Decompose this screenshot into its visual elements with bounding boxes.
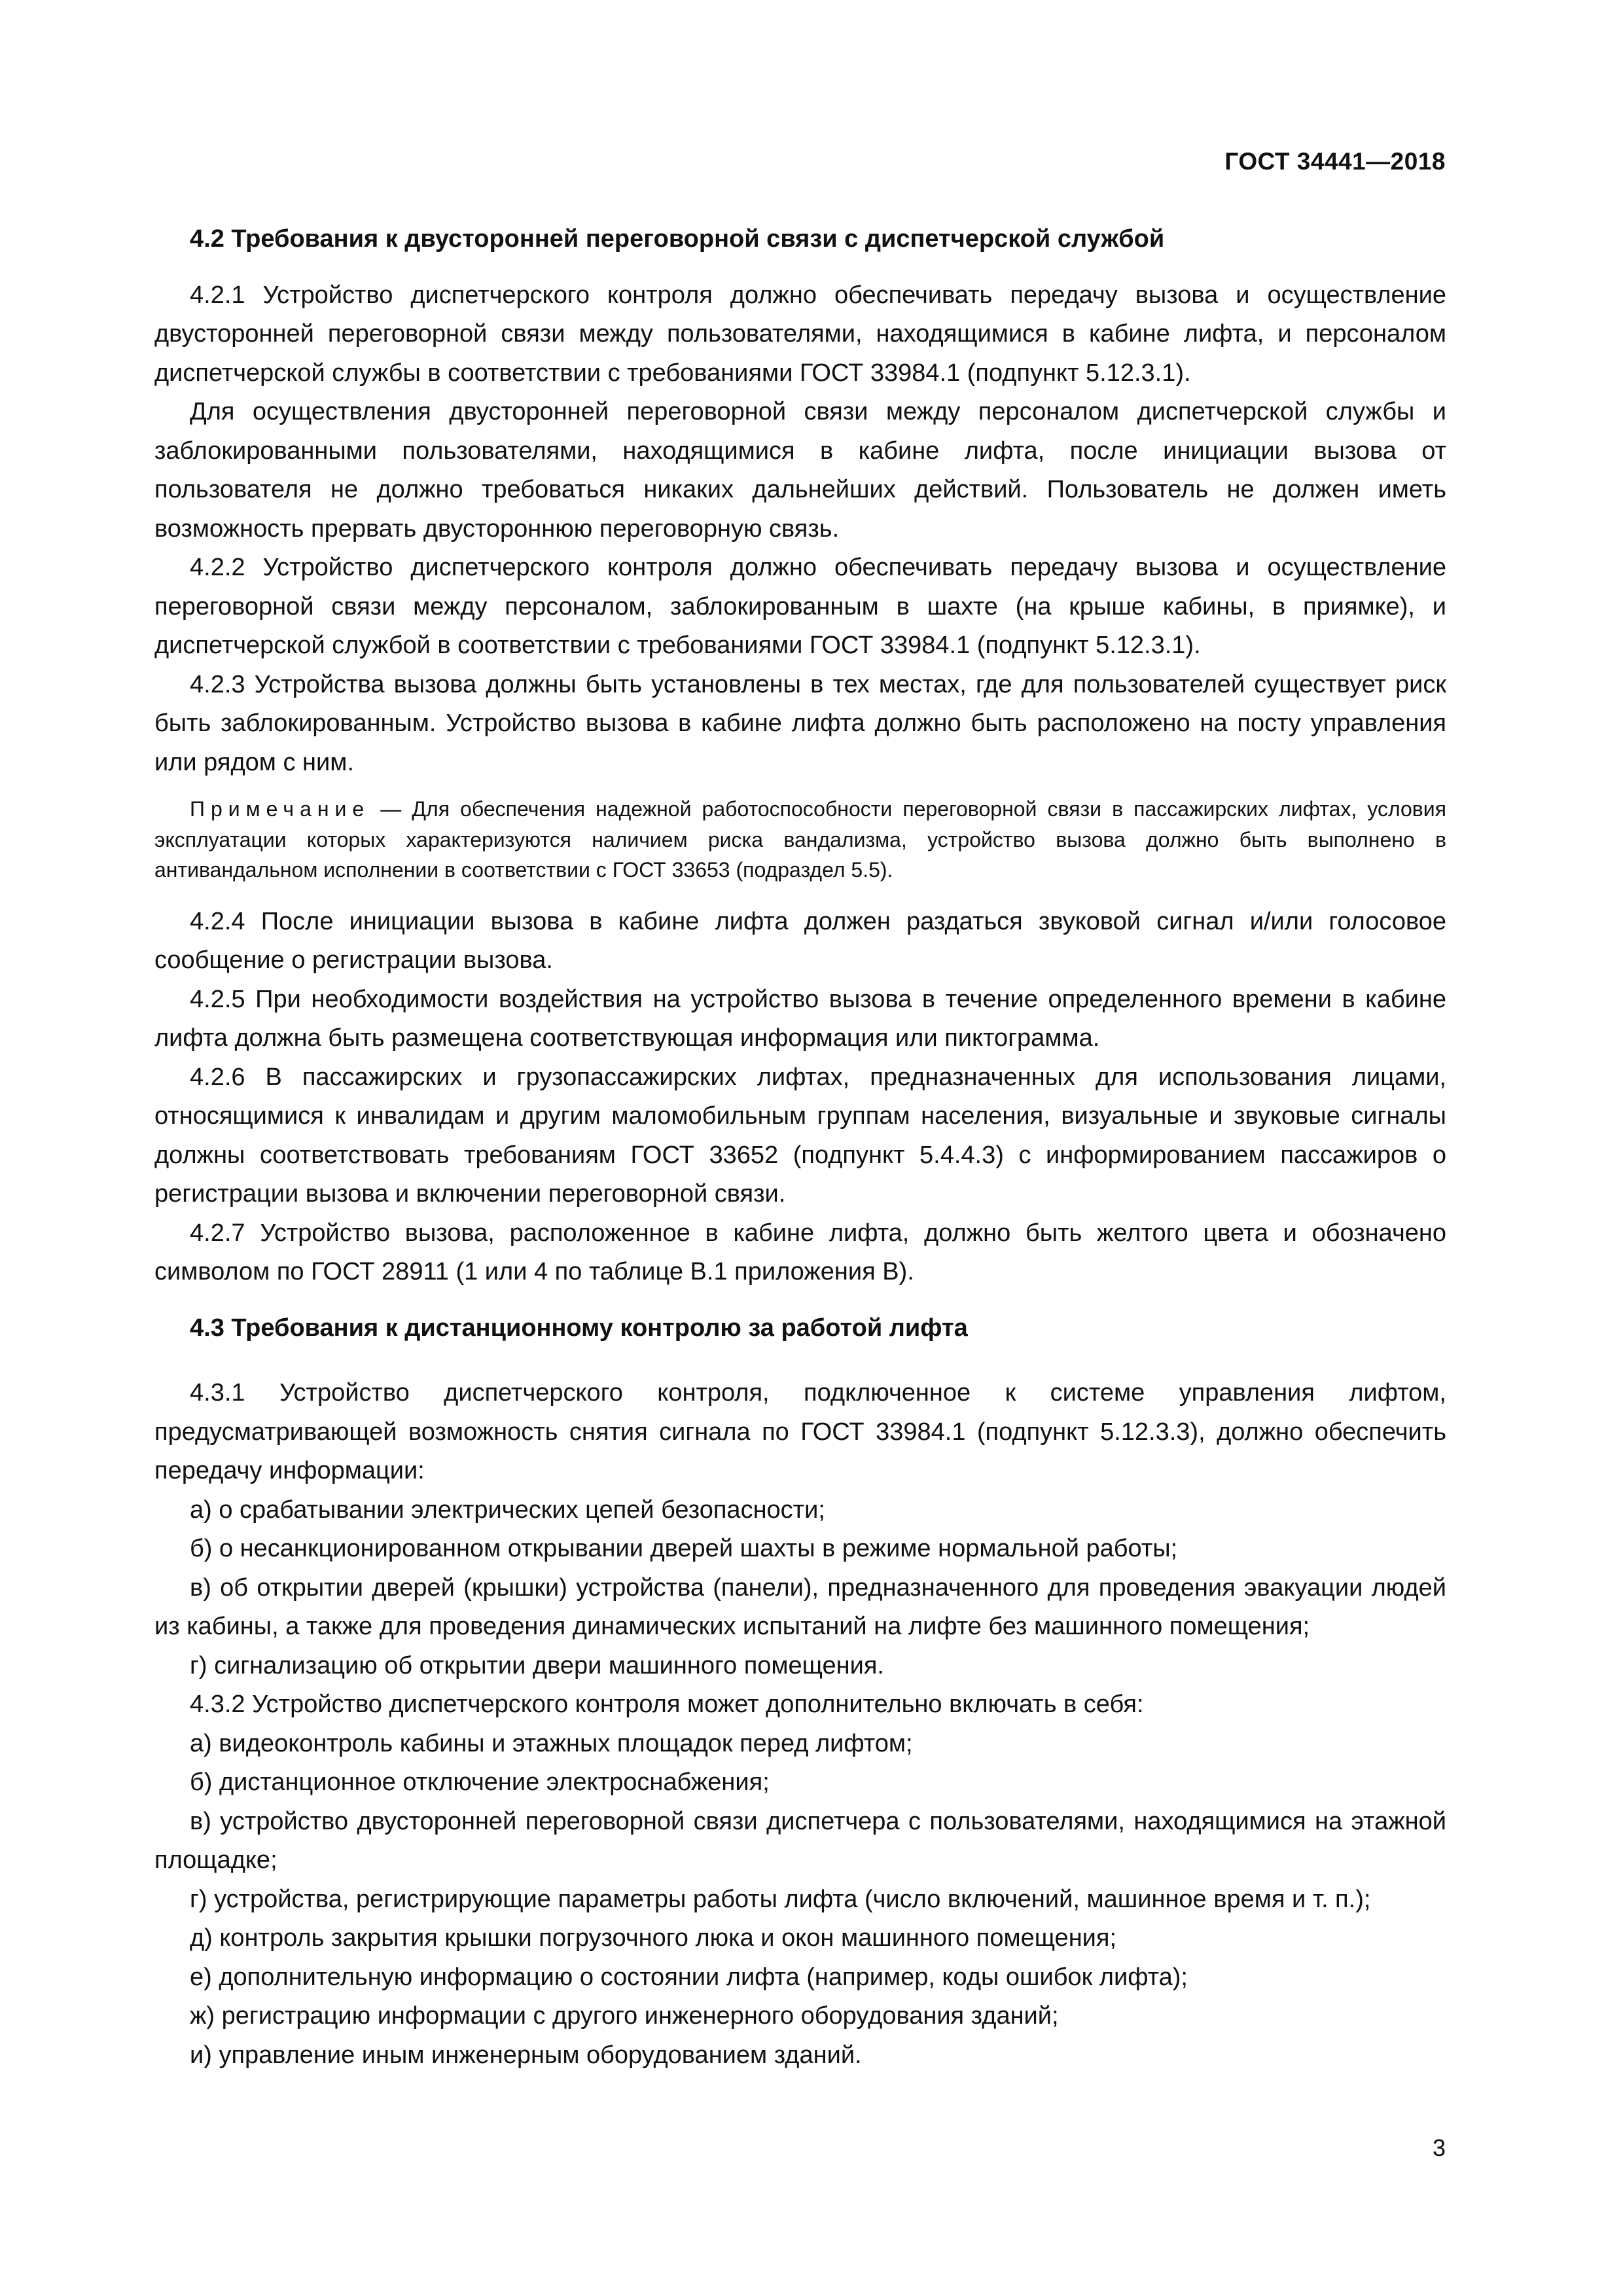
page-number: 3 [1432, 2134, 1446, 2161]
paragraph-4-2-6: 4.2.6 В пассажирских и грузопассажирских лифтах, предназначенных для использования лицами, относящимися к инвалидам и другим маломобильным группам населения, визуальные и звуковые сигналы должны соответствовать требованиям ГОСТ 33652 (подпункт 5.4.4.3) с информированием пассажиров о регистрации вызова и включении переговорной связи. [154, 1063, 1446, 1208]
note-label: Примечание [190, 797, 370, 821]
note-text: — Для обеспечения надежной работоспособности переговорной связи в пассажирских лифтах, условия эксплуатации которых характеризуются наличием риска вандализма, устройство вызова должно быть выполнено в антивандальном исполнении в соответствии с ГОСТ 33653 (подраздел 5.5). [154, 797, 1446, 882]
list-item-4-3-1-g: г) сигнализацию об открытии двери машинного помещения. [190, 1651, 884, 1679]
list-item-4-3-2-a: а) видеоконтроль кабины и этажных площадок перед лифтом; [190, 1729, 913, 1757]
list-item-4-3-2-v: в) устройство двусторонней переговорной связи диспетчера с пользователями, находящимися на этажной площадке; [154, 1807, 1446, 1874]
paragraph-4-2-1-continued: Для осуществления двусторонней переговорной связи между персоналом диспетчерской службы и заблокированными пользователями, находящимися в кабине лифта, после инициации вызова от пользователя не должно требоваться никаких дальнейших действий. Пользователь не должен иметь возможность прервать двустороннюю переговорную связь. [154, 398, 1446, 543]
paragraph-4-3-1: 4.3.1 Устройство диспетчерского контроля, подключенное к системе управления лифтом, предусматривающей возможность снятия сигнала по ГОСТ 33984.1 (подпункт 5.12.3.3), должно обеспечить передачу информации: [154, 1379, 1446, 1484]
paragraph-4-2-2: 4.2.2 Устройство диспетчерского контроля должно обеспечивать передачу вызова и осуществление переговорной связи между персоналом, заблокированным в шахте (на крыше кабины, в приямке), и диспетчерской службой в соответствии с требованиями ГОСТ 33984.1 (подпункт 5.12.3.1). [154, 554, 1446, 659]
paragraph-4-2-3: 4.2.3 Устройства вызова должны быть установлены в тех местах, где для пользователей существует риск быть заблокированным. Устройство вызова в кабине лифта должно быть расположено на посту управления или рядом с ним. [154, 670, 1446, 776]
paragraph-4-2-4: 4.2.4 После инициации вызова в кабине лифта должен раздаться звуковой сигнал и/или голосовое сообщение о регистрации вызова. [154, 907, 1446, 974]
section-heading-4-2: 4.2 Требования к двусторонней переговорной связи с диспетчерской службой [190, 225, 1165, 253]
document-body [154, 220, 1446, 2075]
list-item-4-3-2-i: и) управление иным инженерным оборудованием зданий. [190, 2041, 862, 2069]
section-heading-4-3: 4.3 Требования к дистанционному контролю за работой лифта [190, 1314, 968, 1342]
list-item-4-3-1-b: б) о несанкционированном открывании дверей шахты в режиме нормальной работы; [190, 1535, 1178, 1562]
document-code: ГОСТ 34441—2018 [1224, 148, 1446, 175]
paragraph-4-2-5: 4.2.5 При необходимости воздействия на устройство вызова в течение определенного времени в кабине лифта должна быть размещена соответствующая информация или пиктограмма. [154, 985, 1446, 1052]
list-item-4-3-2-e: е) дополнительную информацию о состоянии лифта (например, коды ошибок лифта); [190, 1963, 1188, 1991]
list-item-4-3-1-a: а) о срабатывании электрических цепей безопасности; [190, 1496, 825, 1524]
list-item-4-3-2-g: г) устройства, регистрирующие параметры работы лифта (число включений, машинное время и т. п.); [190, 1885, 1371, 1913]
paragraph-4-2-1: 4.2.1 Устройство диспетчерского контроля должно обеспечивать передачу вызова и осуществление двусторонней переговорной связи между пользователями, находящимися в кабине лифта, и персоналом диспетчерской службы в соответствии с требованиями ГОСТ 33984.1 (подпункт 5.12.3.1). [154, 281, 1446, 387]
paragraph-4-3-2: 4.3.2 Устройство диспетчерского контроля может дополнительно включать в себя: [190, 1691, 1144, 1718]
paragraph-4-2-7: 4.2.7 Устройство вызова, расположенное в кабине лифта, должно быть желтого цвета и обозначено символом по ГОСТ 28911 (1 или 4 по таблице В.1 приложения В). [154, 1219, 1446, 1285]
list-item-4-3-2-zh: ж) регистрацию информации с другого инженерного оборудования зданий; [190, 2002, 1059, 2030]
list-item-4-3-1-v: в) об открытии дверей (крышки) устройства (панели), предназначенного для проведения эвакуации людей из кабины, а также для проведения динамических испытаний на лифте без машинного помещения; [154, 1573, 1446, 1640]
note-block [154, 794, 1446, 886]
list-item-4-3-2-d: д) контроль закрытия крышки погрузочного люка и окон машинного помещения; [190, 1924, 1117, 1952]
list-item-4-3-2-b: б) дистанционное отключение электроснабжения; [190, 1768, 770, 1796]
